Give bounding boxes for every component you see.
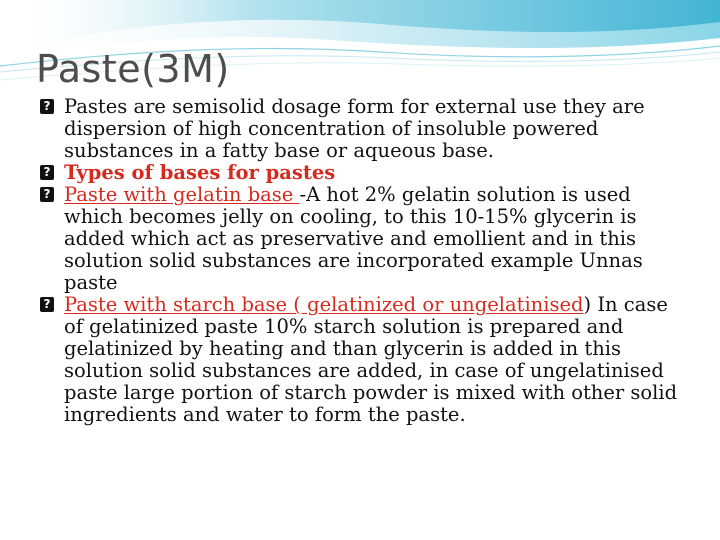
starch-base-heading: Paste with starch base ( gelatinized or ungelatinised (64, 293, 584, 316)
bullet-icon: ? (38, 294, 64, 316)
bullet-icon: ? (38, 184, 64, 206)
paragraph-definition (38, 96, 678, 162)
paragraph-starch-base (38, 294, 678, 426)
slide-title: Paste(3M) (36, 47, 230, 91)
paragraph-types-heading (38, 162, 678, 184)
bullet-icon: ? (38, 162, 64, 184)
gelatin-base-heading: Paste with gelatin base (64, 183, 300, 206)
slide-body (38, 96, 678, 426)
bullet-icon: ? (38, 96, 64, 118)
types-heading: Types of bases for pastes (64, 161, 336, 184)
gelatin-base-text: -A hot 2% gelatin solution is used which becomes jelly on cooling, to this 10-15% glycerin is added which act as preservative and emollient and in this solution solid substances are incorporated example Unnas paste (64, 183, 643, 294)
starch-base-text: ) In case of gelatinized paste 10% starch solution is prepared and gelatinized by heating and than glycerin is added in this solution solid substances are added, in case of ungelatinised paste large portion of starch powder is mixed with other solid ingredients and water to form the paste. (64, 293, 678, 426)
paragraph-gelatin-base (38, 184, 678, 294)
paragraph-text: Pastes are semisolid dosage form for external use they are dispersion of high concentration of insoluble powered substances in a fatty base or aqueous base. (64, 95, 645, 162)
